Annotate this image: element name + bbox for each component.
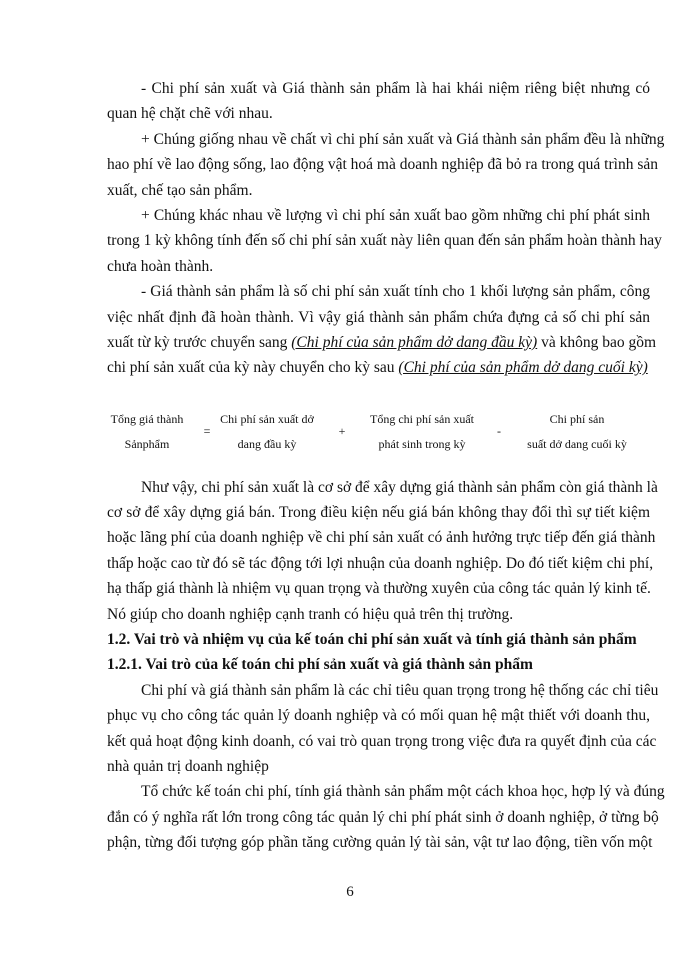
- italic-note: (Chi phí của sản phẩm dở dang cuối kỳ): [398, 359, 648, 377]
- paragraph-after-formula: [107, 475, 658, 627]
- paragraph-line: quan hệ chặt chẽ với nhau.: [107, 105, 273, 123]
- section-heading-1-2: 1.2. Vai trò và nhiệm vụ của kế toán chi phí sản xuất và tính giá thành sản phẩm: [107, 631, 637, 649]
- paragraph-line: + Chúng khác nhau về lượng vì chi phí sản xuất bao gồm những chi phí phát sinh: [141, 206, 650, 224]
- paragraph-line: - Chi phí sản xuất và Giá thành sản phẩm là hai khái niệm riêng biệt nhưng có: [141, 80, 650, 97]
- text: Tổng chi phí sản xuất: [370, 411, 474, 426]
- paragraph-line: hoặc lãng phí của doanh nghiệp về chi phí sản xuất có ảnh hưởng trực tiếp đến giá thành: [107, 529, 656, 547]
- paragraph-line: thấp hoặc cao từ đó sẽ tác động tới lợi nhuận của doanh nghiệp. Do đó tiết kiệm chi phí,: [107, 554, 654, 572]
- paragraph-line: nhà quản trị doanh nghiệp: [107, 757, 269, 775]
- formula-term-total: [97, 407, 197, 457]
- text: dang đầu kỳ: [237, 436, 297, 451]
- paragraph-line: kết quả hoạt động kinh doanh, có vai trò quan trọng trong việc đưa ra quyết định của các: [107, 732, 657, 750]
- paragraph-line: phận, từng đối tượng góp phần tăng cường quản lý tài sản, vật tư lao động, tiền vốn một: [107, 834, 653, 852]
- paragraph-line: [107, 355, 650, 380]
- paragraph-line: chưa hoàn thành.: [107, 257, 214, 275]
- italic-note: (Chi phí của sản phẩm dở dang đầu kỳ): [291, 333, 538, 351]
- text: Chi phí sản: [549, 411, 605, 426]
- document-page: [107, 76, 665, 856]
- paragraph-line: trong 1 kỳ không tính đến số chi phí sản xuất này liên quan đến sản phẩm hoàn thành hay: [107, 232, 662, 250]
- cost-formula: [107, 407, 650, 467]
- equals-sign: =: [203, 423, 211, 438]
- body-paragraphs: [107, 678, 665, 856]
- paragraph-line: [107, 330, 657, 355]
- paragraph-line: + Chúng giống nhau về chất vì chi phí sản xuất và Giá thành sản phẩm đều là những: [141, 130, 665, 148]
- paragraph-line: đắn có ý nghĩa rất lớn trong công tác quản lý chi phí phát sinh ở doanh nghiệp, ở từng bộ: [107, 808, 659, 826]
- intro-paragraphs: [107, 76, 665, 330]
- paragraph-line: cơ sở để xây dựng giá bán. Trong điều kiện nếu giá bán không thay đổi thì sự tiết kiệm: [107, 504, 650, 522]
- section-heading-1-2-1: 1.2.1. Vai trò của kế toán chi phí sản xuất và giá thành sản phẩm: [107, 656, 533, 674]
- minus-sign: -: [497, 423, 501, 438]
- formula-term-opening: [207, 407, 327, 457]
- text: và không bao gồm: [537, 333, 657, 351]
- plus-sign: +: [338, 423, 346, 438]
- paragraph-line: Chi phí và giá thành sản phẩm là các chỉ tiêu quan trọng trong hệ thống các chỉ tiêu: [141, 681, 659, 699]
- paragraph-line: hao phí về lao động sống, lao động vật hoá mà doanh nghiệp đã bỏ ra trong quá trình sản: [107, 156, 658, 174]
- paragraph-line: Nó giúp cho doanh nghiệp cạnh tranh có hiệu quả trên thị trường.: [107, 605, 514, 623]
- paragraph-line: Như vậy, chi phí sản xuất là cơ sở để xây dựng giá thành sản phẩm còn giá thành là: [141, 478, 658, 496]
- paragraph-line: xuất, chế tạo sản phẩm.: [107, 181, 253, 199]
- paragraph-line: hạ thấp giá thành là nhiệm vụ quan trọng và thường xuyên của công tác quản lý kinh tế.: [107, 580, 651, 598]
- text: phát sinh trong kỳ: [378, 436, 466, 451]
- text: suất dở dang cuối kỳ: [527, 436, 627, 451]
- formula-term-incurred: [352, 407, 492, 457]
- paragraph-line: việc nhất định đã hoàn thành. Vì vậy giá thành sản phẩm chứa đựng cả số chi phí sản: [107, 308, 650, 326]
- page-number: 6: [346, 884, 354, 900]
- paragraph-line: - Giá thành sản phẩm là số chi phí sản xuất tính cho 1 khối lượng sản phẩm, công: [141, 283, 650, 301]
- text: Tổng giá thành: [110, 411, 184, 426]
- text: chi phí sản xuất của kỳ này chuyển cho kỳ sau: [107, 359, 399, 377]
- paragraph-line: phục vụ cho công tác quản lý doanh nghiệp và có mối quan hệ mật thiết với doanh thu,: [107, 707, 650, 725]
- text: xuất từ kỳ trước chuyển sang: [107, 333, 292, 351]
- text: Chi phí sản xuất dở: [220, 411, 314, 426]
- formula-term-closing: [507, 407, 647, 457]
- paragraph-line: Tổ chức kế toán chi phí, tính giá thành sản phẩm một cách khoa học, hợp lý và đúng: [141, 783, 665, 801]
- text: Sảnphẩm: [124, 436, 170, 451]
